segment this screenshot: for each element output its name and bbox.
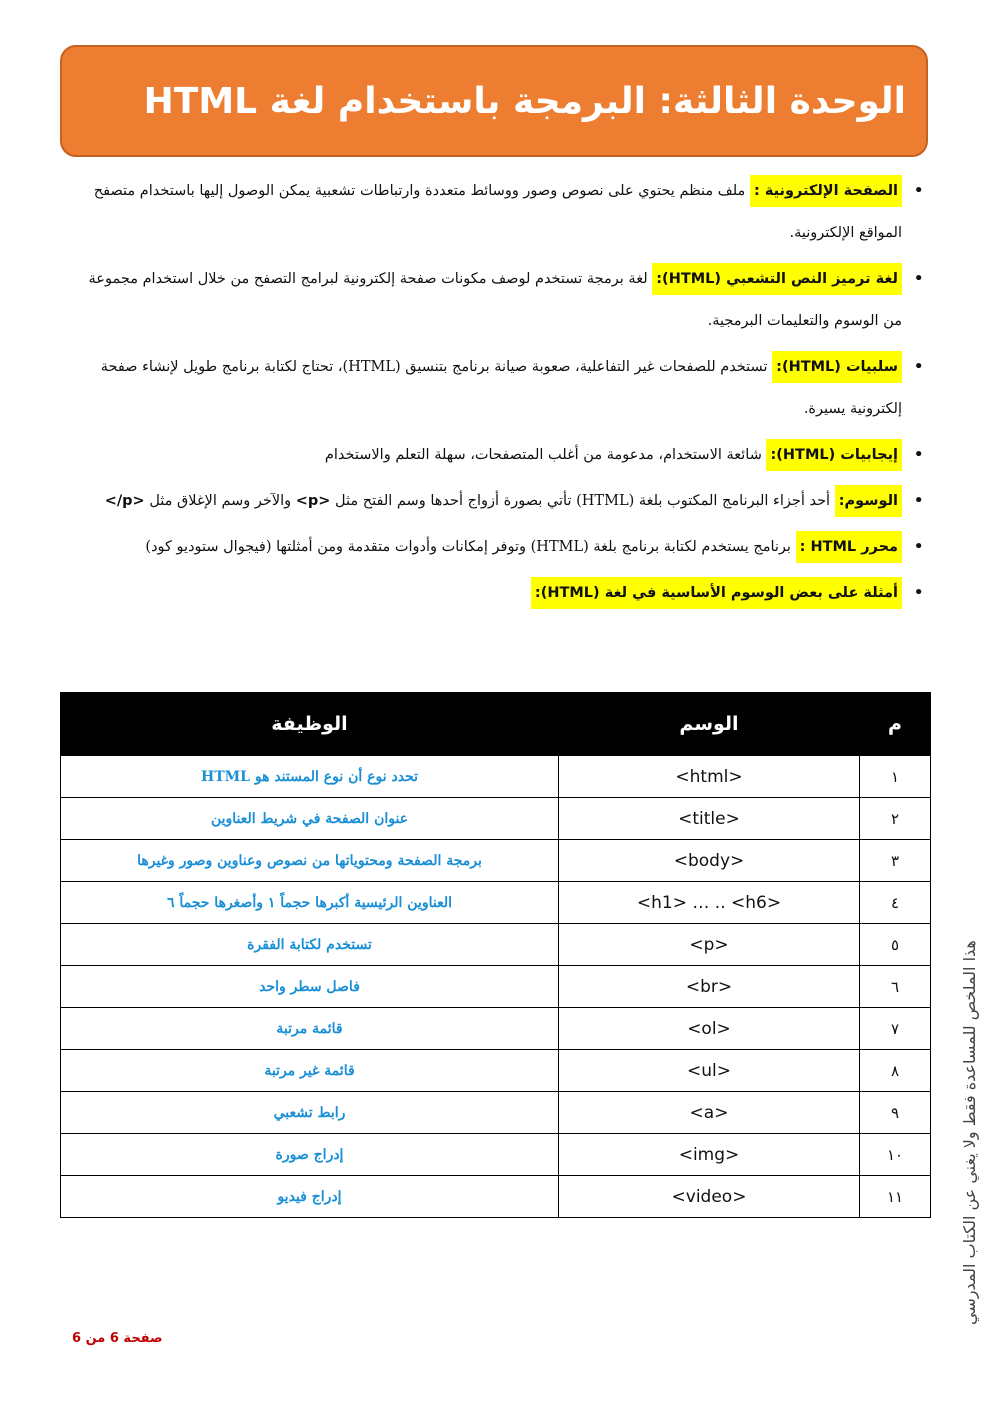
table-row bbox=[61, 798, 931, 840]
close-tag-example: </p> bbox=[104, 493, 145, 509]
bullet-html-cons bbox=[87, 346, 902, 430]
row-function: عنوان الصفحة في شريط العناوين bbox=[61, 798, 559, 840]
row-num: ٢ bbox=[860, 798, 931, 840]
row-num: ٣ bbox=[860, 840, 931, 882]
row-num: ٥ bbox=[860, 924, 931, 966]
row-tag: <br> bbox=[559, 966, 860, 1008]
row-function: فاصل سطر واحد bbox=[61, 966, 559, 1008]
bullet-text: تستخدم للصفحات غير التفاعلية، صعوبة صيانة برنامج بتنسيق (HTML)، تحتاج لكتابة برنامج طويل لإنشاء صفحة إلكترونية يسيرة. bbox=[100, 359, 902, 417]
row-num: ٩ bbox=[860, 1092, 931, 1134]
table-row bbox=[61, 1008, 931, 1050]
bullet-text: لغة برمجة تستخدم لوصف مكونات صفحة إلكترونية لبرامج التصفح من خلال استخدام مجموعة من الوسوم والتعليمات البرمجية. bbox=[88, 271, 902, 329]
row-function: قائمة غير مرتبة bbox=[61, 1050, 559, 1092]
table-row bbox=[61, 756, 931, 798]
row-function: قائمة مرتبة bbox=[61, 1008, 559, 1050]
row-tag: <h1> … .. <h6> bbox=[559, 882, 860, 924]
bullet-html-editor bbox=[87, 526, 902, 568]
row-function: تستخدم لكتابة الفقرة bbox=[61, 924, 559, 966]
row-tag: <ul> bbox=[559, 1050, 860, 1092]
bullet-tag-examples bbox=[87, 572, 902, 614]
table-row bbox=[61, 882, 931, 924]
row-tag: <html> bbox=[559, 756, 860, 798]
row-function: إدراج صورة bbox=[61, 1134, 559, 1176]
bullet-web-page bbox=[87, 170, 902, 254]
row-num: ٤ bbox=[860, 882, 931, 924]
table-row bbox=[61, 966, 931, 1008]
row-tag: <body> bbox=[559, 840, 860, 882]
row-tag: <a> bbox=[559, 1092, 860, 1134]
bullet-term: أمثلة على بعض الوسوم الأساسية في لغة (HTML): bbox=[531, 577, 902, 609]
page-number: صفحة 6 من 6 bbox=[72, 1331, 163, 1346]
row-function: رابط تشعبي bbox=[61, 1092, 559, 1134]
bullet-html-pros bbox=[87, 434, 902, 476]
bullet-term: لغة ترميز النص التشعبي (HTML): bbox=[652, 263, 902, 295]
row-num: ٦ bbox=[860, 966, 931, 1008]
bullet-text: برنامج يستخدم لكتابة برنامج بلغة (HTML) وتوفر إمكانات وأدوات متقدمة ومن أمثلتها (فيجوال ستوديو كود) bbox=[145, 539, 791, 555]
row-tag: <img> bbox=[559, 1134, 860, 1176]
row-function: برمجة الصفحة ومحتوياتها من نصوص وعناوين وصور وغيرها bbox=[61, 840, 559, 882]
open-tag-example: <p> bbox=[295, 493, 331, 509]
row-num: ١٠ bbox=[860, 1134, 931, 1176]
title-banner bbox=[60, 45, 928, 157]
page-title: الوحدة الثالثة: البرمجة باستخدام لغة HTML bbox=[143, 80, 906, 122]
bullet-text: أحد أجزاء البرنامج المكتوب بلغة (HTML) تأتي بصورة أزواج أحدها وسم الفتح مثل bbox=[335, 493, 831, 509]
row-function: إدراج فيديو bbox=[61, 1176, 559, 1218]
table-header-row bbox=[61, 693, 931, 756]
row-tag: <p> bbox=[559, 924, 860, 966]
bullet-text-middle: والآخر وسم الإغلاق مثل bbox=[149, 493, 292, 509]
side-note: هذا الملخص للمساعدة فقط ولا يغني عن الكتاب المدرسي bbox=[960, 940, 979, 1325]
table-row bbox=[61, 924, 931, 966]
table-row bbox=[61, 1176, 931, 1218]
table-row bbox=[61, 1050, 931, 1092]
bullet-term: إيجابيات (HTML): bbox=[766, 439, 902, 471]
bullet-term: سلبيات (HTML): bbox=[772, 351, 902, 383]
row-num: ٨ bbox=[860, 1050, 931, 1092]
header-tag: الوسم bbox=[559, 693, 860, 756]
definitions-list bbox=[87, 170, 902, 618]
bullet-term: محرر HTML : bbox=[796, 531, 902, 563]
bullet-term: الصفحة الإلكترونية : bbox=[750, 175, 902, 207]
bullet-tags bbox=[87, 480, 902, 522]
row-num: ١١ bbox=[860, 1176, 931, 1218]
header-num: م bbox=[860, 693, 931, 756]
row-tag: <video> bbox=[559, 1176, 860, 1218]
tags-table bbox=[60, 692, 931, 1218]
table-row bbox=[61, 1092, 931, 1134]
table-row bbox=[61, 840, 931, 882]
row-num: ١ bbox=[860, 756, 931, 798]
row-tag: <ol> bbox=[559, 1008, 860, 1050]
bullet-text: شائعة الاستخدام، مدعومة من أغلب المتصفحات، سهلة التعلم والاستخدام bbox=[324, 447, 762, 463]
row-tag: <title> bbox=[559, 798, 860, 840]
header-function: الوظيفة bbox=[61, 693, 559, 756]
bullet-html-definition bbox=[87, 258, 902, 342]
row-num: ٧ bbox=[860, 1008, 931, 1050]
table-row bbox=[61, 1134, 931, 1176]
bullet-term: الوسوم: bbox=[835, 485, 902, 517]
bullet-text: ملف منظم يحتوي على نصوص وصور ووسائط متعددة وارتباطات تشعبية يمكن الوصول إليها باستخدام متصفح المواقع الإلكترونية. bbox=[93, 183, 902, 241]
row-function: العناوين الرئيسية أكبرها حجماً ١ وأصغرها حجماً ٦ bbox=[61, 882, 559, 924]
row-function: تحدد نوع أن نوع المستند هو HTML bbox=[61, 756, 559, 798]
